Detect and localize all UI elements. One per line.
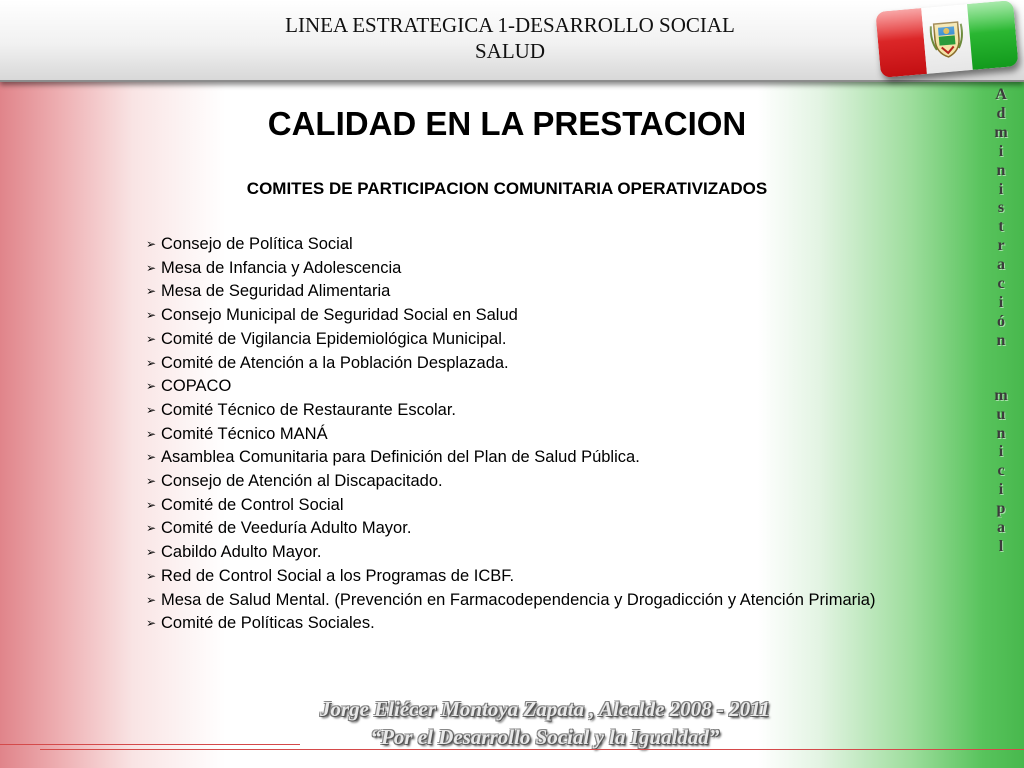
list-item xyxy=(146,352,886,376)
list-item xyxy=(146,612,886,636)
arrowhead-bullet-icon: ➢ xyxy=(146,592,157,607)
vertical-letter: a xyxy=(997,519,1005,537)
list-item-text: Comité de Políticas Sociales. xyxy=(161,614,375,633)
list-item-text: Consejo de Atención al Discapacitado. xyxy=(161,472,443,491)
arrowhead-bullet-icon: ➢ xyxy=(146,521,157,536)
arrowhead-bullet-icon: ➢ xyxy=(146,568,157,583)
list-item-text: Mesa de Infancia y Adolescencia xyxy=(161,258,402,277)
arrowhead-bullet-icon: ➢ xyxy=(146,237,157,251)
signature-line-2: “Por el Desarrollo Social y la Igualdad” xyxy=(370,725,720,749)
list-item-text: Comité de Vigilancia Epidemiológica Municipal. xyxy=(161,329,507,348)
vertical-letter: s xyxy=(997,199,1005,217)
vertical-letter: r xyxy=(997,237,1005,255)
footer-rule-main xyxy=(40,749,1024,750)
slide-title: CALIDAD EN LA PRESTACION xyxy=(267,105,747,142)
list-item xyxy=(146,423,886,447)
vertical-side-text xyxy=(990,86,1012,557)
arrowhead-bullet-icon: ➢ xyxy=(146,474,157,489)
vertical-letter: t xyxy=(998,218,1004,236)
header-title xyxy=(170,12,850,64)
arrowhead-bullet-icon: ➢ xyxy=(146,355,157,370)
footer-rule-left xyxy=(0,744,300,745)
list-item xyxy=(146,446,886,470)
flag-logo xyxy=(875,0,1018,78)
vertical-word-gap xyxy=(990,351,1012,387)
list-item xyxy=(146,257,886,281)
vertical-letter: i xyxy=(998,443,1004,461)
vertical-letter: m xyxy=(994,386,1008,404)
vertical-letter: n xyxy=(996,424,1006,442)
vertical-letter: i xyxy=(998,293,1004,311)
header-bar xyxy=(0,0,1024,82)
signature-line-1: Jorge Eliécer Montoya Zapata , Alcalde 2008 - 2011 xyxy=(319,697,771,721)
arrowhead-bullet-icon: ➢ xyxy=(146,284,157,299)
list-item xyxy=(146,304,886,328)
vertical-letter: n xyxy=(996,161,1006,179)
committee-list xyxy=(146,233,886,636)
vertical-letter: p xyxy=(996,500,1006,518)
list-item-text: Comité Técnico de Restaurante Escolar. xyxy=(161,400,457,419)
list-item-text: Comité Técnico MANÁ xyxy=(161,424,328,443)
list-item-text: Mesa de Salud Mental. (Prevención en Farmacodependencia y Drogadicción y Atención Primaria) xyxy=(161,590,876,609)
vertical-letter: m xyxy=(994,123,1008,141)
list-item xyxy=(146,280,886,304)
arrowhead-bullet-icon: ➢ xyxy=(146,260,157,275)
list-item-text: Comité de Atención a la Población Desplazada. xyxy=(161,353,509,372)
vertical-letter: a xyxy=(997,256,1005,274)
slide-subtitle: COMITES DE PARTICIPACION COMUNITARIA OPERATIVIZADOS xyxy=(246,179,768,198)
list-item xyxy=(146,328,886,352)
header-line-2: SALUD xyxy=(474,39,545,63)
arrowhead-bullet-icon: ➢ xyxy=(146,426,157,441)
arrowhead-bullet-icon: ➢ xyxy=(146,545,157,560)
list-item xyxy=(146,470,886,494)
list-item-text: Comité de Veeduría Adulto Mayor. xyxy=(161,519,412,538)
list-item-text: Asamblea Comunitaria para Definición del Plan de Salud Pública. xyxy=(161,448,640,467)
list-item-text: Mesa de Seguridad Alimentaria xyxy=(161,282,391,301)
vertical-letter: ó xyxy=(997,312,1005,330)
arrowhead-bullet-icon: ➢ xyxy=(146,379,157,394)
list-item xyxy=(146,494,886,518)
vertical-letter: i xyxy=(998,180,1004,198)
vertical-letter: c xyxy=(997,275,1005,293)
vertical-letter: c xyxy=(997,462,1005,480)
vertical-letter: d xyxy=(996,104,1006,122)
vertical-letter: A xyxy=(995,86,1007,103)
list-item xyxy=(146,541,886,565)
arrowhead-bullet-icon: ➢ xyxy=(146,497,157,512)
list-item-text: Consejo de Política Social xyxy=(161,235,353,253)
vertical-letter: n xyxy=(996,331,1006,349)
arrowhead-bullet-icon: ➢ xyxy=(146,402,157,417)
list-item xyxy=(146,517,886,541)
list-item xyxy=(146,399,886,423)
list-item xyxy=(146,375,886,399)
vertical-letter: i xyxy=(998,481,1004,499)
arrowhead-bullet-icon: ➢ xyxy=(146,331,157,346)
vertical-letter: l xyxy=(998,537,1004,555)
list-item-text: COPACO xyxy=(161,377,232,396)
list-item xyxy=(146,565,886,589)
list-item xyxy=(146,589,886,613)
arrowhead-bullet-icon: ➢ xyxy=(146,616,157,631)
list-item-text: Consejo Municipal de Seguridad Social en Salud xyxy=(161,306,518,325)
header-line-1: LINEA ESTRATEGICA 1-DESARROLLO SOCIAL xyxy=(285,13,735,37)
list-item-text: Cabildo Adulto Mayor. xyxy=(161,543,322,562)
list-item-text: Comité de Control Social xyxy=(161,495,344,514)
list-item-text: Red de Control Social a los Programas de ICBF. xyxy=(161,566,515,585)
arrowhead-bullet-icon: ➢ xyxy=(146,450,157,465)
list-item xyxy=(146,233,886,257)
arrowhead-bullet-icon: ➢ xyxy=(146,308,157,323)
vertical-letter: u xyxy=(996,405,1006,423)
vertical-letter: i xyxy=(998,142,1004,160)
